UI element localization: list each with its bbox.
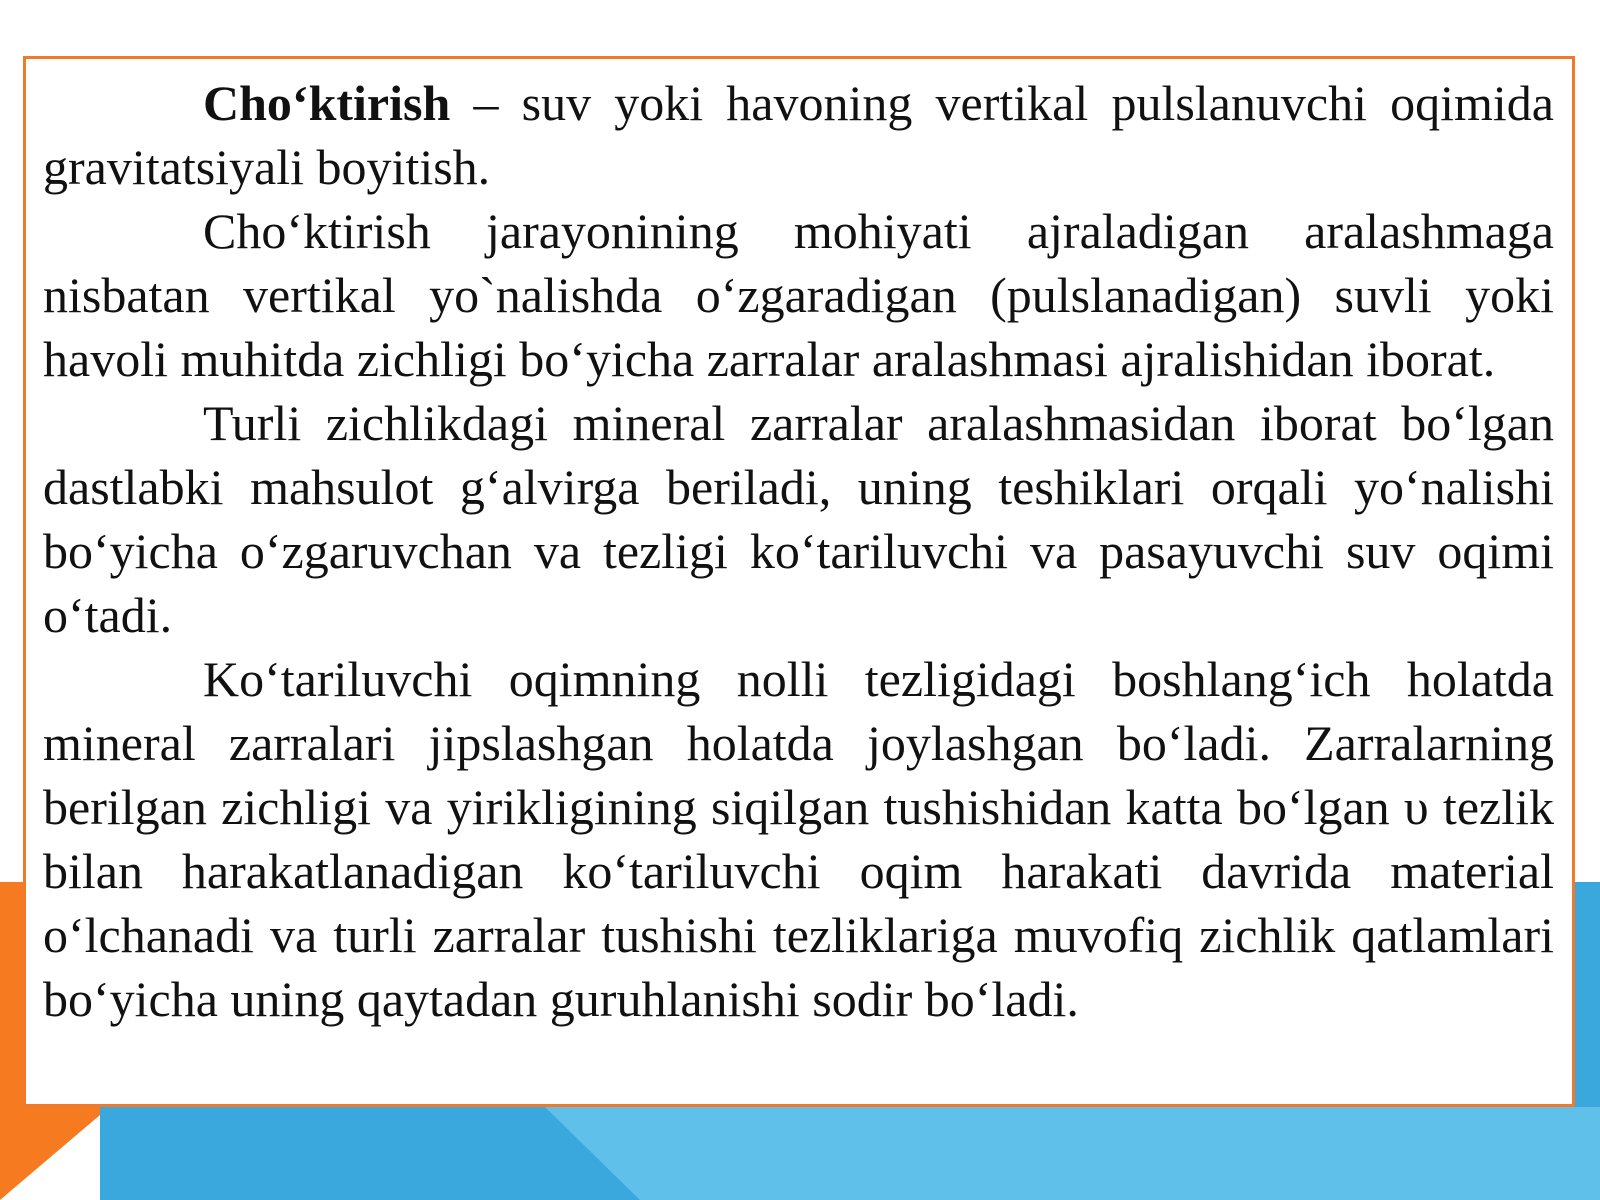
- paragraph-process: Ko‘tariluvchi oqimning nolli tezligidagi boshlang‘ich holatda mineral zarralari jipslashgan holatda joylashgan bo‘ladi. Zarralarning berilgan zichligi va yirikligining siqilgan tushishidan katta bo‘lgan υ tezlik bilan harakatlanadigan ko‘tariluvchi oqim harakati davrida material o‘lchanadi va turli zarralar tushishi tezliklariga muvofiq zichlik qatlamlari bo‘yicha uning qaytadan guruhlanishi sodir bo‘ladi.: [43, 651, 1554, 1027]
- term-bold: Cho‘ktirish: [203, 75, 451, 131]
- definition-text: – suv yoki havoning vertikal pulslanuvchi oqimida gravitatsiyali boyitish.: [43, 75, 1554, 195]
- blue-facet-shape: [545, 1107, 1600, 1200]
- paragraph-definition: [43, 71, 1554, 199]
- orange-left-strip: [0, 882, 23, 1107]
- text-frame: [23, 56, 1575, 1107]
- paragraph-feed: Turli zichlikdagi mineral zarralar aralashmasidan iborat bo‘lgan dastlabki mahsulot g‘alvirga beriladi, uning teshiklari orqali yo‘nalishi bo‘yicha o‘zgaruvchan va tezligi ko‘tariluvchi va pasayuvchi suv oqimi o‘tadi.: [43, 395, 1554, 643]
- paragraph-essence: Cho‘ktirish jarayonining mohiyati ajraladigan aralashmaga nisbatan vertikal yo`nalishda o‘zgaradigan (pulslanadigan) suvli yoki havoli muhitda zichligi bo‘yicha zarralar aralashmasi ajralishidan iborat.: [43, 203, 1554, 387]
